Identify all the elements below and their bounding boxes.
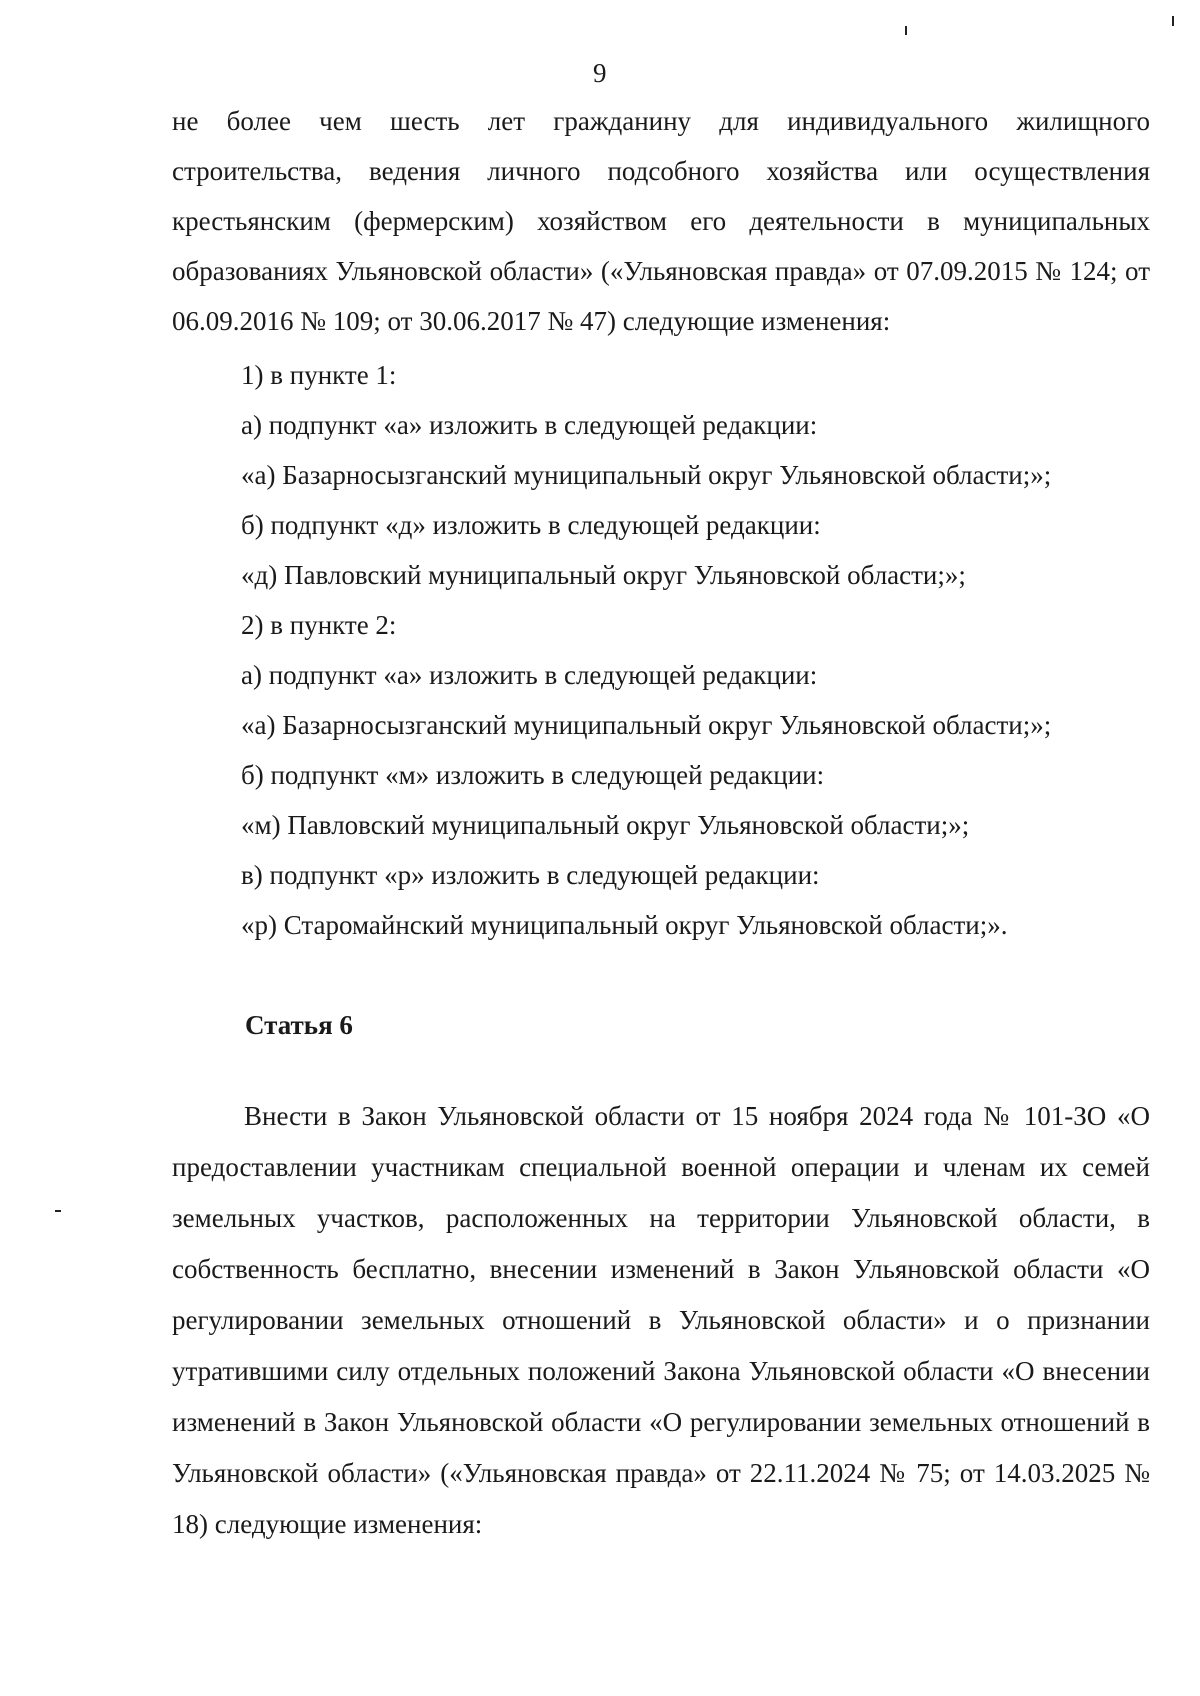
list-item: а) подпункт «а» изложить в следующей редакции: <box>241 660 818 690</box>
list-item: «а) Базарносызганский муниципальный округ Ульяновской области;»; <box>241 460 1052 490</box>
list-item: «д) Павловский муниципальный округ Ульяновской области;»; <box>241 560 966 590</box>
list-item: «а) Базарносызганский муниципальный округ Ульяновской области;»; <box>241 710 1052 740</box>
list-item: в) подпункт «р» изложить в следующей редакции: <box>241 860 820 890</box>
opening-paragraph: не более чем шесть лет гражданину для индивидуального жилищного строительства, ведения личного подсобного хозяйства или осуществления крестьянским (фермерским) хозяйством его деятельности в муниципальных образованиях Ульяновской области» («Ульяновская правда» от 07.09.2015 № 124; от 06.09.2016 № 109; от 30.06.2017 № 47) следующие изменения: <box>172 106 1150 336</box>
page-number: 9 <box>593 58 607 88</box>
list-item: «м) Павловский муниципальный округ Ульяновской области;»; <box>241 810 970 840</box>
list-item: 1) в пункте 1: <box>241 360 397 390</box>
scan-mark-right <box>1172 16 1174 26</box>
list-item: «р) Старомайнский муниципальный округ Ульяновской области;». <box>241 910 1008 940</box>
list-item: 2) в пункте 2: <box>241 610 397 640</box>
scan-mark-top <box>905 26 907 35</box>
scan-mark-left <box>55 1210 61 1212</box>
list-item: б) подпункт «д» изложить в следующей редакции: <box>241 510 821 540</box>
article-paragraph: Внести в Закон Ульяновской области от 15 ноября 2024 года № 101-ЗО «О предоставлении участникам специальной военной операции и членам их семей земельных участков, расположенных на территории Ульяновской области, в собственность бесплатно, внесении изменений в Закон Ульяновской области «О регулировании земельных отношений в Ульяновской области» и о признании утратившими силу отдельных положений Закона Ульяновской области «О внесении изменений в Закон Ульяновской области «О регулировании земельных отношений в Ульяновской области» («Ульяновская правда» от 22.11.2024 № 75; от 14.03.2025 № 18) следующие изменения: <box>172 1101 1150 1539</box>
article-heading: Статья 6 <box>245 1010 353 1040</box>
list-item: б) подпункт «м» изложить в следующей редакции: <box>241 760 825 790</box>
list-item: а) подпункт «а» изложить в следующей редакции: <box>241 410 818 440</box>
